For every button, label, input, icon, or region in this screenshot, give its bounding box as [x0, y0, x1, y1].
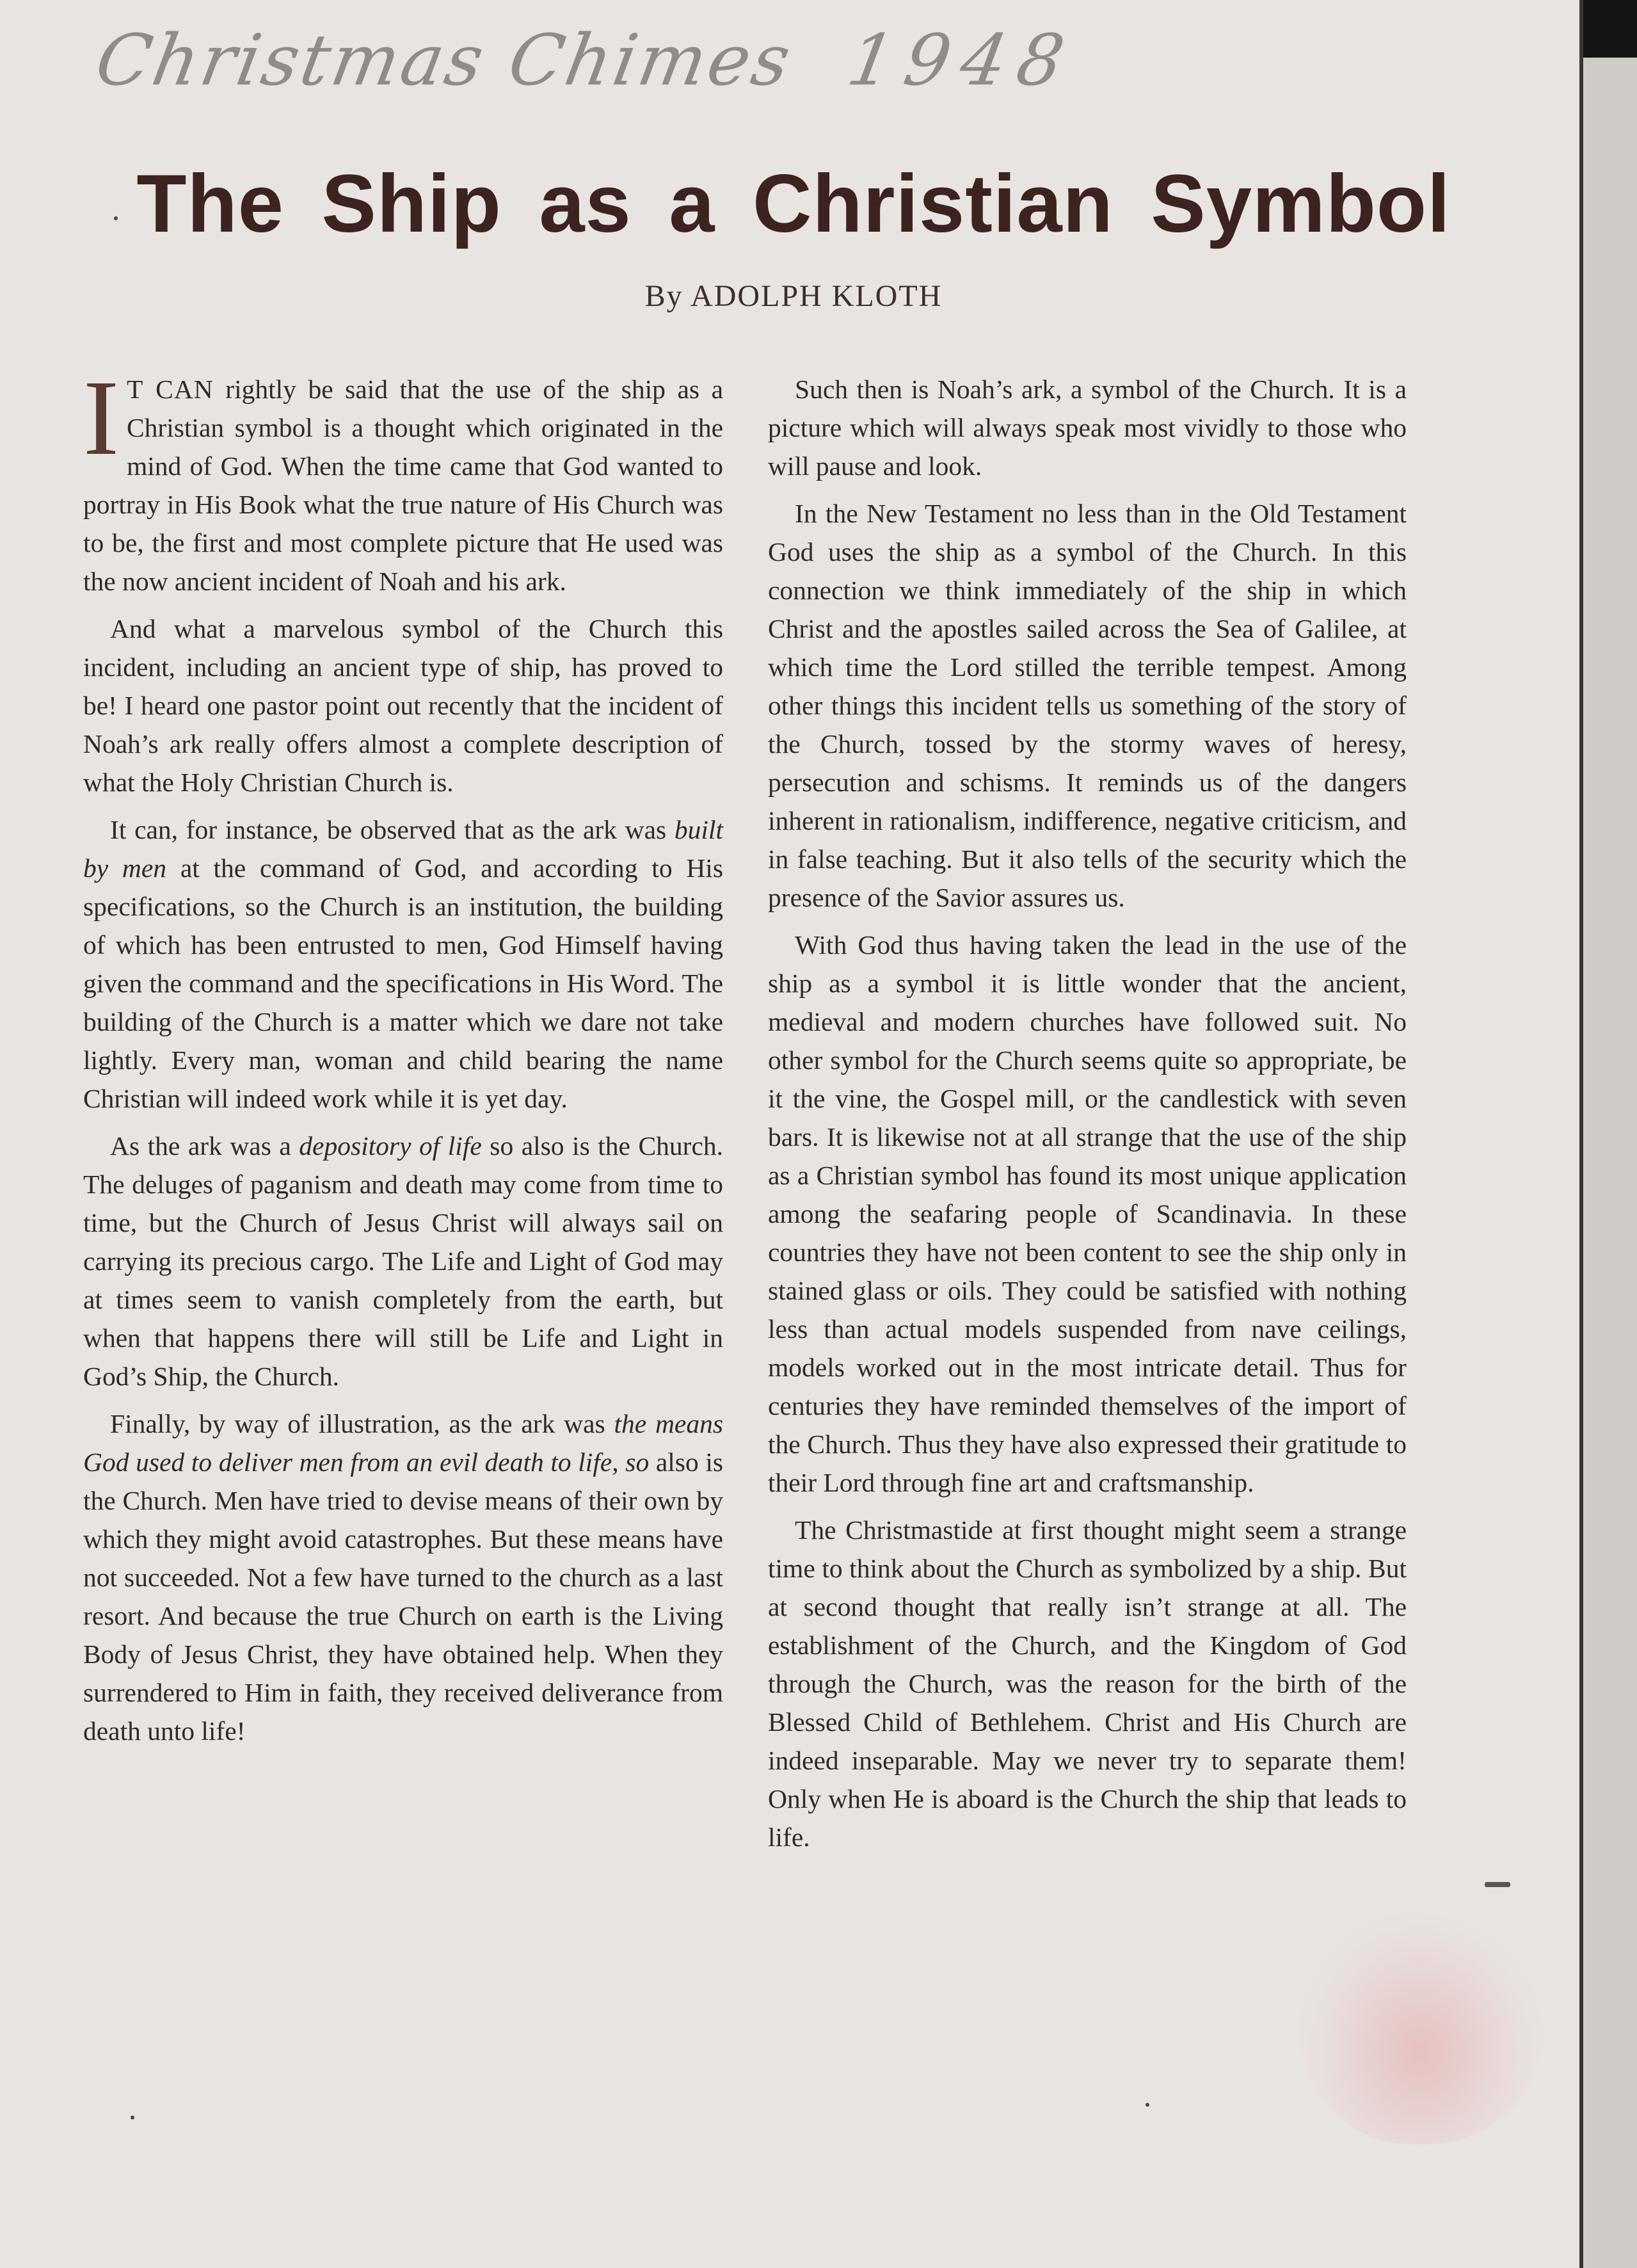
paragraph: It can, for instance, be observed that as the ark was built by men at the command of God, and according to His specifications, so the Church is an institution, the building of which has been entrusted to men, God Himself having given the command and the specifications in His Word. The building of the Church is a matter which we dare not take lightly. Every man, woman and child bearing the name Christian will indeed work while it is yet day. — [83, 815, 723, 1113]
speck — [1146, 2103, 1149, 2107]
drop-cap: I — [83, 358, 119, 478]
paragraph: Such then is Noah’s ark, a symbol of the Church. It is a picture which will always speak most vividly to those who will pause and look. — [768, 374, 1407, 481]
article-title: The Ship as a Christian Symbol — [136, 158, 1451, 250]
paper-mark — [1485, 1882, 1510, 1887]
page-edge-background — [1579, 0, 1637, 2268]
speck — [131, 2116, 134, 2119]
paragraph: In the New Testament no less than in the Old Testament God uses the ship as a symbol of the Church. In this connection we think immediately of the ship in which Christ and the apostles sailed across the Sea of Galilee, at which time the Lord stilled the terrible tempest. Among other things this incident tells us something of the story of the Church, tossed by the stormy waves of heresy, persecution and schisms. It reminds us of the dangers inherent in rationalism, indifference, negative criticism, and in false teaching. But it also tells of the security which the presence of the Savior assures us. — [768, 499, 1407, 912]
paragraph: And what a marvelous symbol of the Church this incident, including an ancient type of ship, has proved to be! I heard one pastor point out recently that the incident of Noah’s ark really offers almost a complete description of what the Holy Christian Church is. — [83, 614, 723, 797]
handwritten-publication-name: Christmas Chimes — [90, 19, 799, 101]
right-column — [768, 370, 1407, 1865]
left-column — [83, 358, 724, 1759]
handwritten-annotation — [88, 19, 1082, 115]
pink-stain — [1299, 1914, 1542, 2144]
handwritten-year: 1948 — [842, 19, 1082, 101]
paragraph: I T CAN rightly be said that the use of the ship as a Christian symbol is a thought which originated in the mind of God. When the time came that God wanted to portray in His Book what the true nature of His Church was to be, the first and most complete picture that He used was the now ancient incident of Noah and his ark. — [83, 358, 723, 596]
paragraph: The Christmastide at first thought might seem a strange time to think about the Church as symbolized by a ship. But at second thought that really isn’t strange at all. The establishment of the Church, and the Kingdom of God through the Church, was the reason for the birth of the Blessed Child of Bethlehem. Christ and His Church are indeed inseparable. May we never try to separate them! Only when He is aboard is the Church the ship that leads to life. — [768, 1515, 1407, 1852]
dark-corner — [1583, 0, 1637, 58]
paragraph: As the ark was a depository of life so also is the Church. The deluges of paganism and death may come from time to time, but the Church of Jesus Christ will always sail on carrying its precious cargo. The Life and Light of God may at times seem to vanish completely from the earth, but when that happens there will still be Life and Light in God’s Ship, the Church. — [83, 1131, 723, 1391]
article-byline: By ADOLPH KLOTH — [644, 279, 943, 313]
paragraph: With God thus having taken the lead in the use of the ship as a symbol it is little wonder that the ancient, medieval and modern churches have followed suit. No other symbol for the Church seems quite so appropriate, be it the vine, the Gospel mill, or the candlestick with seven bars. It is likewise not at all strange that the use of the ship as a Christian symbol has found its most unique application among the seafaring people of Scandinavia. In these countries they have not been content to see the ship only in stained glass or oils. They could be satisfied with nothing less than actual models suspended from nave ceilings, models worked out in the most intricate detail. Thus for centuries they have reminded themselves of the import of the Church. Thus they have also expressed their gratitude to their Lord through fine art and craftsmanship. — [768, 930, 1407, 1497]
paragraph: Finally, by way of illustration, as the ark was the means God used to deliver men from an evil death to life, so also is the Church. Men have tried to devise means of their own by which they might avoid catastrophes. But these means have not succeeded. Not a few have turned to the church as a last resort. And because the true Church on earth is the Living Body of Jesus Christ, they have obtained help. When they surrendered to Him in faith, they received deliverance from death unto life! — [83, 1409, 724, 1746]
